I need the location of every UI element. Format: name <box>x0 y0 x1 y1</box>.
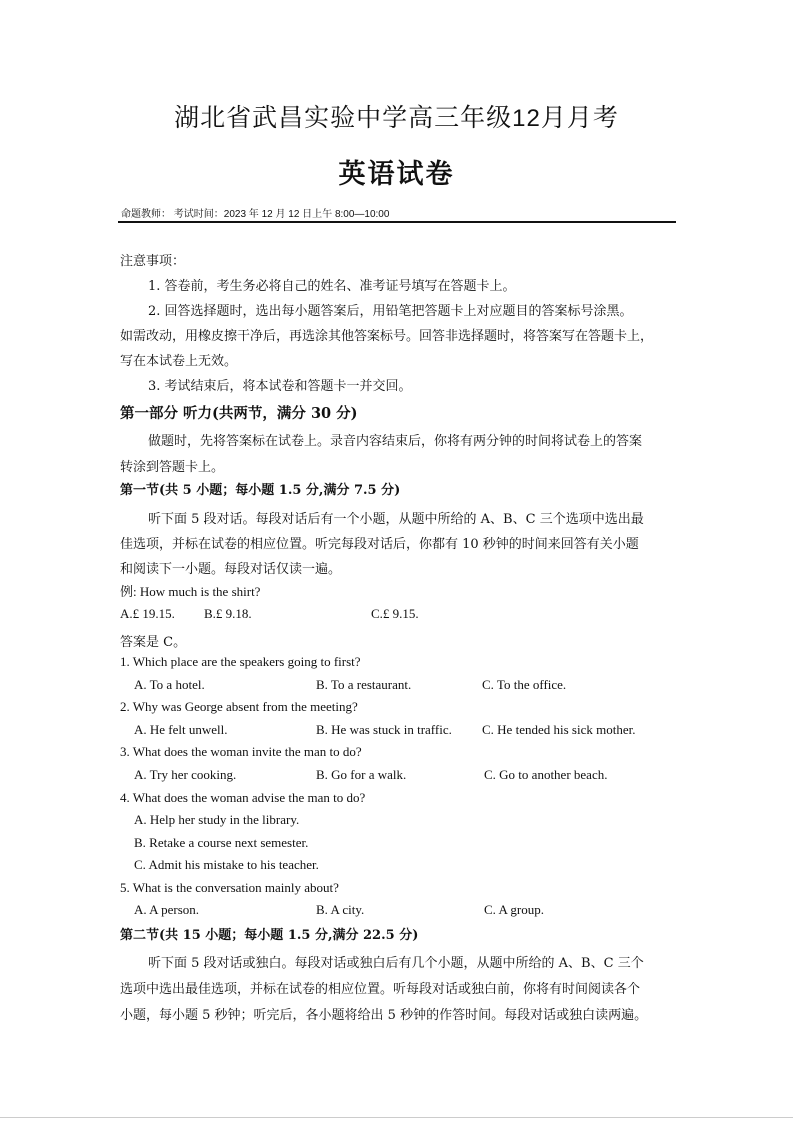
section2-intro-line-2: 选项中选出最佳选项，并标在试卷的相应位置。听每段对话或独白前，你将有时间阅读各个 <box>120 982 641 997</box>
q3-option-c: C. Go to another beach. <box>484 767 608 782</box>
q4-option-b: B. Retake a course next semester. <box>134 835 309 850</box>
q2-option-a: A. He felt unwell. <box>134 722 228 737</box>
exam-meta: 命题教师： 考试时间：2023 年 12 月 12 日上午 8:00—10:00 <box>121 209 390 220</box>
notes-heading: 注意事项： <box>120 254 186 269</box>
note-2-line-1: 2. 回答选择题时，选出每小题答案后，用铅笔把答题卡上对应题目的答案标号涂黑。 <box>148 304 633 319</box>
title-month: 12 <box>512 105 541 132</box>
q2-option-c: C. He tended his sick mother. <box>482 722 636 737</box>
q3-option-b: B. Go for a walk. <box>316 767 407 782</box>
example-option-c: C.£ 9.15. <box>371 606 419 621</box>
section1-intro-line-2: 佳选项，并标在试卷的相应位置。听完每段对话后，你都有 10 秒钟的时间来回答有关小题 <box>120 537 639 552</box>
question-1: 1. Which place are the speakers going to first? <box>120 654 361 669</box>
page-bottom-edge <box>0 1117 793 1118</box>
example-option-b: B.£ 9.18. <box>204 606 252 621</box>
q4-option-a: A. Help her study in the library. <box>134 812 300 827</box>
title-text: 湖北省武昌实验中学高三年级 <box>174 103 513 132</box>
q1-option-a: A. To a hotel. <box>134 677 205 692</box>
section2-intro-line-3: 小题，每小题 5 秒钟；听完后，各小题将给出 5 秒钟的作答时间。每段对话或独白读两遍。 <box>120 1008 648 1023</box>
header-rule <box>118 221 676 223</box>
example-question: 例: How much is the shirt? <box>120 584 261 599</box>
section1-heading: 第一节(共 5 小题；每小题 1.5 分,满分 7.5 分) <box>120 483 401 498</box>
title-suffix: 月月考 <box>540 103 619 132</box>
part1-heading: 第一部分 听力(共两节，满分 30 分) <box>120 405 358 422</box>
section2-heading: 第二节(共 15 小题；每小题 1.5 分,满分 22.5 分) <box>120 928 419 943</box>
note-2-line-2: 如需改动，用橡皮擦干净后，再选涂其他答案标号。回答非选择题时，将答案写在答题卡上， <box>120 329 654 344</box>
section1-intro-line-3: 和阅读下一小题。每段对话仅读一遍。 <box>120 562 342 577</box>
q3-option-a: A. Try her cooking. <box>134 767 237 782</box>
example-answer: 答案是 C。 <box>120 635 187 650</box>
note-1: 1. 答卷前，考生务必将自己的姓名、准考证号填写在答题卡上。 <box>148 279 516 294</box>
q5-option-c: C. A group. <box>484 902 544 917</box>
q5-option-a: A. A person. <box>134 902 199 917</box>
part1-intro-line-2: 转涂到答题卡上。 <box>120 460 225 475</box>
note-3: 3. 考试结束后，将本试卷和答题卡一并交回。 <box>148 379 412 394</box>
q1-option-b: B. To a restaurant. <box>316 677 412 692</box>
question-5: 5. What is the conversation mainly about? <box>120 880 339 895</box>
exam-subject: 英语试卷 <box>338 159 455 190</box>
q4-option-c: C. Admit his mistake to his teacher. <box>134 857 319 872</box>
note-2-line-3: 写在本试卷上无效。 <box>120 354 238 369</box>
exam-title <box>0 98 793 134</box>
q2-option-b: B. He was stuck in traffic. <box>316 722 452 737</box>
q1-option-c: C. To the office. <box>482 677 567 692</box>
q5-option-b: B. A city. <box>316 902 365 917</box>
question-3: 3. What does the woman invite the man to do? <box>120 744 362 759</box>
question-2: 2. Why was George absent from the meeting? <box>120 699 358 714</box>
section1-intro-line-1: 听下面 5 段对话。每段对话后有一个小题，从题中所给的 A、B、C 三个选项中选出最 <box>148 512 644 527</box>
question-4: 4. What does the woman advise the man to do? <box>120 790 366 805</box>
part1-intro-line-1: 做题时，先将答案标在试卷上。录音内容结束后，你将有两分钟的时间将试卷上的答案 <box>148 434 643 449</box>
example-option-a: A.£ 19.15. <box>120 606 175 621</box>
section2-intro-line-1: 听下面 5 段对话或独白。每段对话或独白后有几个小题，从题中所给的 A、B、C 三个 <box>148 956 644 971</box>
